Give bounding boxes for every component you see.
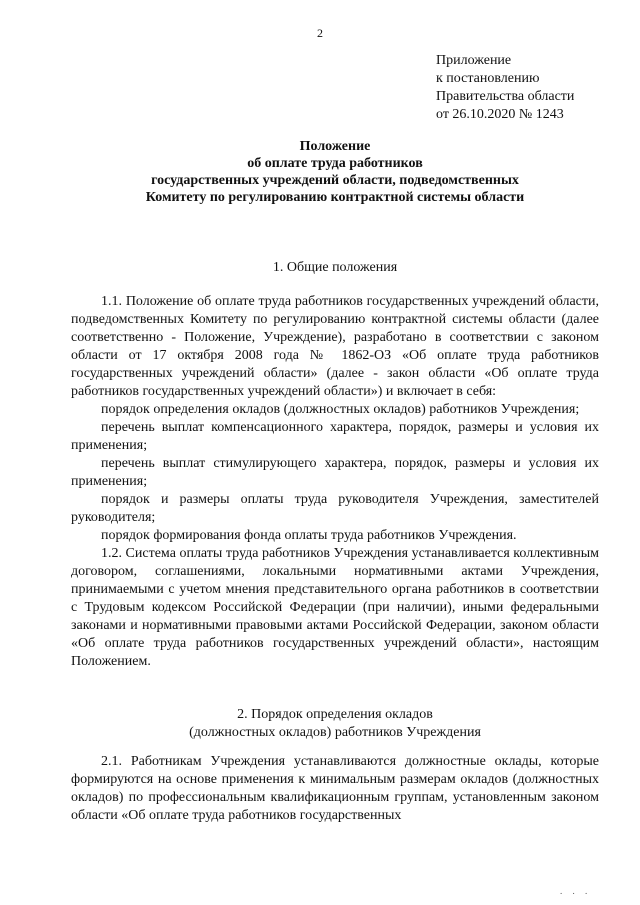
appendix-block — [436, 52, 574, 124]
appendix-line: к постановлению — [436, 71, 540, 86]
paragraph: порядок и размеры оплаты труда руководителя Учреждения, заместителей руководителя; — [71, 492, 599, 525]
document-title — [60, 138, 610, 206]
section-1-heading — [60, 259, 610, 277]
paragraph: 1.2. Система оплаты труда работников Учреждения устанавливается коллективным договором, соглашениями, локальными нормативными актами Учреждения, принимаемыми с учетом мнения представительного органа работников в соответствии с Трудовым кодексом Российской Федерации (при наличии), иными федеральными законами и нормативными правовыми актами Российской Федерации, законом области «Об оплате труда работников государственных учреждений области», настоящим Положением. — [71, 546, 599, 669]
section-2-body — [71, 753, 599, 825]
appendix-line: Приложение — [436, 53, 512, 68]
title-line: Комитету по регулированию контрактной системы области — [145, 190, 525, 205]
section-2-heading — [60, 706, 610, 742]
section-heading-text: 2. Порядок определения окладов — [237, 707, 433, 722]
paragraph: перечень выплат компенсационного характера, порядок, размеры и условия их применения; — [71, 420, 599, 453]
title-line: государственных учреждений области, подведомственных — [151, 173, 519, 188]
paragraph: 1.1. Положение об оплате труда работников государственных учреждений области, подведомственных Комитету по регулированию контрактной системы области (далее соответственно - Положение, Учреждение), разработано в соответствии с законом области от 17 октября 2008 года № 1862-ОЗ «Об оплате труда работников государственных учреждений области» (далее - закон области «Об оплате труда работников государственных учреждений области») и включает в себя: — [71, 294, 599, 399]
page-number: 2 — [317, 26, 323, 40]
paragraph: порядок определения окладов (должностных окладов) работников Учреждения; — [101, 402, 580, 417]
paragraph: порядок формирования фонда оплаты труда работников Учреждения. — [101, 528, 517, 543]
section-heading-text: (должностных окладов) работников Учреждения — [189, 725, 481, 740]
title-line: Положение — [299, 139, 371, 154]
section-heading-text: 1. Общие положения — [272, 260, 398, 275]
appendix-line: от 26.10.2020 № 1243 — [436, 107, 564, 122]
appendix-line: Правительства области — [436, 89, 575, 104]
paragraph: перечень выплат стимулирующего характера, порядок, размеры и условия их применения; — [71, 456, 599, 489]
scan-mark: . . . — [560, 886, 592, 896]
title-line: об оплате труда работников — [247, 156, 423, 171]
section-1-body — [71, 293, 599, 671]
paragraph: 2.1. Работникам Учреждения устанавливаются должностные оклады, которые формируются на основе применения к минимальным размерам окладов (должностных окладов) по профессиональным квалификационным группам, установленным законом области «Об оплате труда работников государственных — [71, 754, 599, 823]
